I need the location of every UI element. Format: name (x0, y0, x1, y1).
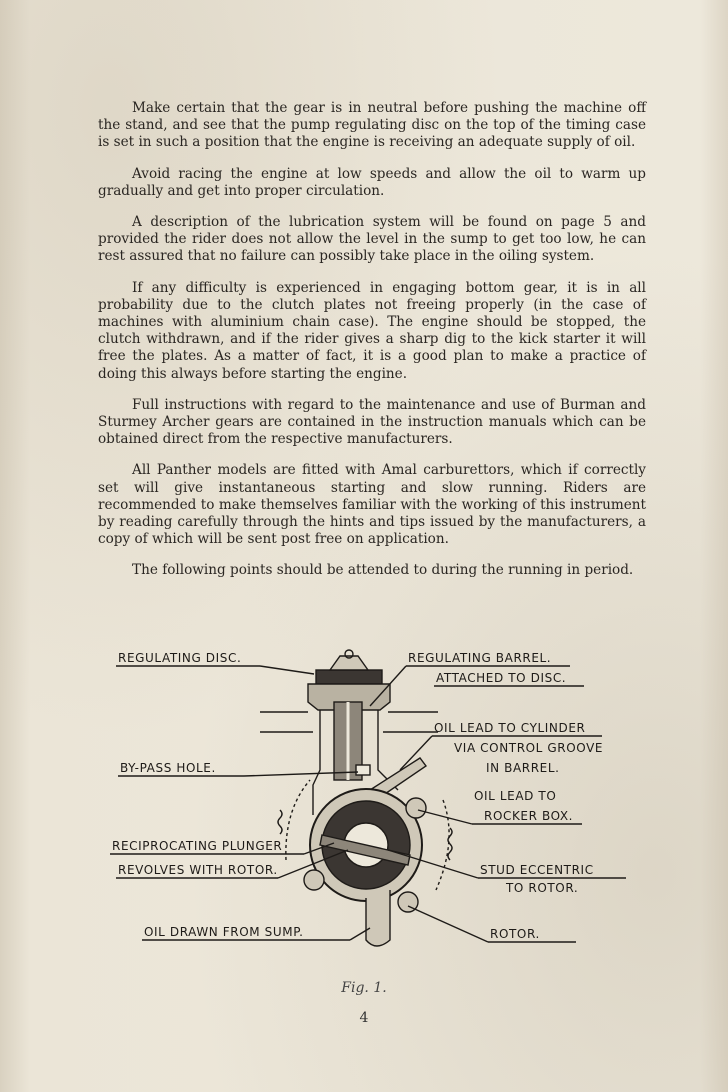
oil-pump-drawing (108, 640, 638, 960)
label-rocker-box: ROCKER BOX. (484, 809, 574, 823)
label-attached-to-disc: ATTACHED TO DISC. (436, 671, 567, 685)
leader-line (408, 906, 488, 942)
label-to-rotor: TO ROTOR. (506, 881, 579, 895)
leader-line (260, 666, 314, 674)
paragraph-neutral-gear: Make certain that the gear is in neutral before pushing the machine off the stand, and see that the pump regulating disc on the top of the timing case is set in such a position that the engine is receiving an adequate supply of oil. (98, 100, 646, 151)
label-rotor: ROTOR. (490, 927, 540, 941)
figure-caption: Fig. 1. (341, 980, 387, 996)
rotation-arrow (436, 800, 449, 890)
label-via-control-groove: VIA CONTROL GROOVE (454, 741, 604, 755)
rotation-arrow (286, 780, 310, 860)
page-number: 4 (359, 1010, 369, 1026)
oil-pump-diagram (108, 640, 638, 960)
label-oil-lead-cylinder: OIL LEAD TO CYLINDER (434, 721, 586, 735)
spring-coil (278, 810, 282, 834)
label-in-barrel: IN BARREL. (486, 761, 560, 775)
regulating-disc-shape (316, 670, 382, 684)
label-bypass-hole: BY-PASS HOLE. (120, 761, 216, 775)
label-regulating-disc: REGULATING DISC. (118, 651, 242, 665)
paragraph-lubrication: A description of the lubrication system will be found on page 5 and provided the rider does not allow the level in the sump to get too low, he can rest assured that no failure can possibly take place in the oiling system. (98, 214, 646, 265)
body-text (98, 100, 646, 594)
paragraph-bottom-gear: If any difficulty is experienced in engaging bottom gear, it is in all probability due to the clutch plates not freeing properly (in the case of machines with aluminium chain case). The engine should be stopped, the clutch withdrawn, and if the rider gives a sharp dig to the kick starter it will free the plates. As a matter of fact, it is a good plan to make a practice of doing this always before starting the engine. (98, 279, 646, 382)
paragraph-racing-engine: Avoid racing the engine at low speeds and allow the oil to warm up gradually and get into proper circulation. (98, 165, 646, 199)
label-stud-eccentric: STUD ECCENTRIC (480, 863, 594, 877)
label-reciprocating-plunger: RECIPROCATING PLUNGER (112, 839, 283, 853)
paragraph-carburettors: All Panther models are fitted with Amal carburettors, which if correctly set will give instantaneous starting and slow running. Riders are recommended to make themselves familiar with the working of this instrument by reading carefully through the hints and tips issued by the manufacturers, a copy of which will be sent post free on application. (98, 462, 646, 548)
paragraph-gear-manuals: Full instructions with regard to the maintenance and use of Burman and Sturmey Archer gears are contained in the instruction manuals which can be obtained direct from the respective manufacturers. (98, 396, 646, 448)
fixing-lug (406, 798, 426, 818)
paragraph-running-in: The following points should be attended to during the running in period. (132, 562, 634, 579)
fixing-lug (304, 870, 324, 890)
bypass-hole-shape (356, 765, 370, 775)
label-revolves-with-rotor: REVOLVES WITH ROTOR. (118, 863, 278, 877)
label-regulating-barrel: REGULATING BARREL. (408, 651, 552, 665)
sump-pipe (366, 890, 390, 946)
label-oil-drawn-from-sump: OIL DRAWN FROM SUMP. (144, 925, 304, 939)
leader-line (418, 810, 472, 824)
label-oil-lead-to: OIL LEAD TO (474, 789, 557, 803)
